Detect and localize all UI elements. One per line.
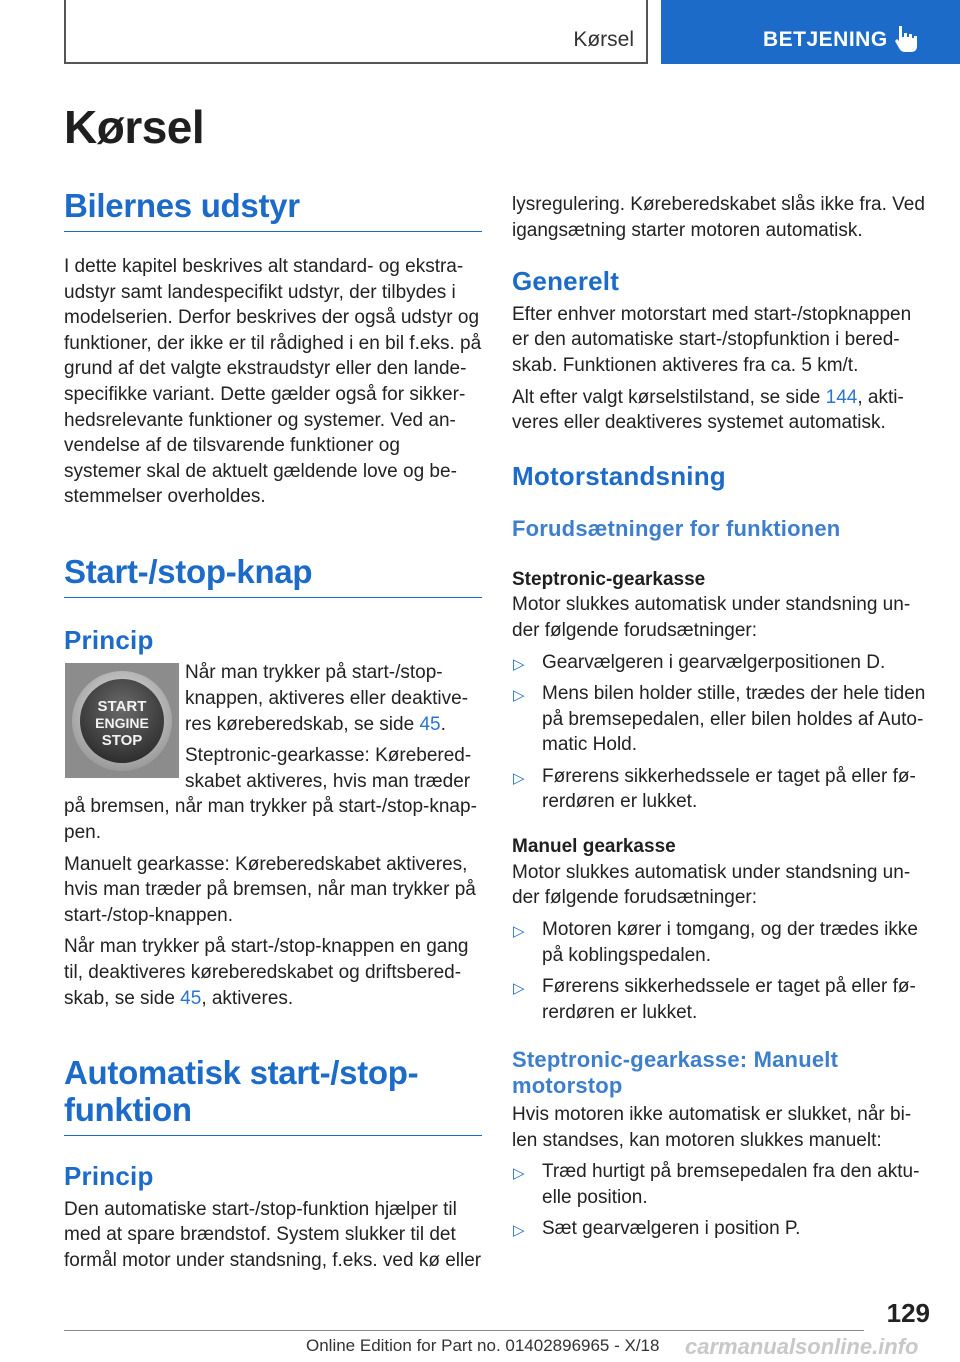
page-reference-link[interactable]: 45 — [180, 987, 202, 1009]
princip-1-block — [64, 660, 482, 845]
paragraph-princip-1a: Når man trykker på start-/stop-knappen, aktiveres eller deaktiveres køreberedskab, se side 45. — [185, 662, 469, 735]
header-section: BETJENING — [763, 28, 888, 51]
header-chapter-box — [64, 0, 648, 64]
triangle-bullet-icon: ▷ — [513, 922, 525, 940]
paragraph-continued: lysregulering. Køreberedskabet slås ikke fra. Ved igangsætning starter motoren automatisk. — [512, 194, 925, 241]
list-manuelt-motorstop — [512, 1159, 930, 1242]
start-stop-button-image — [65, 663, 179, 778]
left-column — [64, 188, 482, 1273]
heading-auto-start-stop: Automatisk start-/stop-funktion — [64, 1055, 482, 1136]
heading-start-stop: Start-/stop-knap — [64, 554, 482, 598]
paragraph-steptronic: Motor slukkes automatisk under standsning under følgende forudsætninger: — [512, 594, 911, 641]
page-reference-link[interactable]: 45 — [419, 713, 441, 735]
heading-manuelt-motorstop: Steptronic-gearkasse: Manuelt motorstop — [512, 1047, 839, 1098]
list-item: ▷ Mens bilen holder stille, trædes der hele tiden på bremsepedalen, eller bilen holdes af Automatic Hold. — [513, 683, 926, 756]
heading-princip-2: Princip — [64, 1161, 154, 1192]
button-label-engine: ENGINE — [95, 714, 149, 731]
heading-manuel-gearkasse: Manuel gearkasse — [512, 836, 676, 858]
header-section-tab — [661, 0, 960, 64]
list-item: ▷ Førerens sikkerhedssele er taget på eller førerdøren er lukket. — [513, 765, 916, 813]
heading-princip-1: Princip — [64, 624, 154, 655]
list-item: ▷ Gearvælgeren i gearvælgerpositionen D. — [512, 650, 930, 676]
header-chapter: Kørsel — [573, 28, 634, 51]
list-item: ▷ Motoren kører i tomgang, og der trædes ikke på koblingspedalen. — [513, 918, 918, 966]
triangle-bullet-icon: ▷ — [513, 655, 525, 673]
watermark: carmanualsonline.info — [685, 1334, 919, 1359]
triangle-bullet-icon: ▷ — [513, 687, 525, 705]
triangle-bullet-icon: ▷ — [513, 1165, 525, 1183]
page-number: 129 — [886, 1298, 930, 1328]
button-label-start: START — [97, 697, 147, 715]
paragraph-generelt-2: Alt efter valgt kørselstilstand, se side 144, aktiveres eller deaktiveres systemet automatisk. — [512, 386, 904, 434]
page-title: Kørsel — [64, 101, 205, 153]
paragraph-princip-1d: Når man trykker på start-/stop-knappen en gang til, deaktiveres køreberedskabet og driftsberedskab, se side 45, aktiveres. — [64, 936, 469, 1009]
list-manuel — [512, 917, 930, 1025]
paragraph-princip-1b: Steptronic-gearkasse: Køreberedskabet aktiveres, hvis man træder på bremsen, når man trykker på start-/stop-knappen. — [64, 745, 477, 843]
triangle-bullet-icon: ▷ — [513, 980, 525, 998]
heading-generelt: Generelt — [512, 266, 620, 297]
list-steptronic — [512, 650, 930, 816]
pointing-hand-icon — [893, 24, 919, 54]
triangle-bullet-icon: ▷ — [513, 769, 525, 787]
paragraph-princip-2: Den automatiske start-/stop-funktion hjælper til med at spare brændstof. System slukker til det formål motor under standsning, f.eks. ved kø eller — [64, 1198, 482, 1271]
paragraph-princip-1c: Manuelt gearkasse: Køreberedskabet aktiveres, hvis man træder på bremsen, når man trykker på start-/stop-knappen. — [64, 853, 476, 926]
paragraph-manuelt-motorstop: Hvis motoren ikke automatisk er slukket, når bilen standses, kan motoren slukkes manuelt: — [512, 1103, 912, 1151]
right-column — [512, 192, 930, 1242]
paragraph-manuel: Motor slukkes automatisk under standsning under følgende forudsætninger: — [512, 861, 911, 909]
start-engine-stop-button-icon — [68, 667, 176, 775]
paragraph-generelt-1: Efter enhver motorstart med start-/stopknappen er den automatiske start-/stopfunktion i beredskab. Funktionen aktiveres fra ca. 5 km/t. — [512, 303, 912, 376]
heading-forudsaetninger: Forudsætninger for funktionen — [512, 516, 841, 542]
heading-motorstandsning: Motorstandsning — [512, 460, 726, 491]
list-item: ▷ Førerens sikkerhedssele er taget på eller førerdøren er lukket. — [513, 976, 916, 1023]
list-item: ▷ Sæt gearvælgeren i position P. — [512, 1216, 930, 1242]
triangle-bullet-icon: ▷ — [513, 1222, 525, 1240]
page-reference-link[interactable]: 144 — [825, 386, 858, 408]
list-item: ▷ Træd hurtigt på bremsepedalen fra den aktuelle position. — [513, 1161, 920, 1208]
footer-edition: Online Edition for Part no. 01402896965 - X/18 — [306, 1336, 660, 1355]
button-label-stop: STOP — [101, 731, 143, 749]
footer-divider — [64, 1330, 864, 1331]
heading-steptronic: Steptronic-gearkasse — [512, 568, 706, 590]
heading-udstyr: Bilernes udstyr — [64, 188, 482, 232]
paragraph-udstyr: I dette kapitel beskrives alt standard- og ekstraudstyr samt landespecifikt udstyr, der tilbydes i modelserien. Derfor beskrives der også udstyr og funktioner, der ikke er til rådighed i en bil f.eks. på grund af det valgte ekstraudstyr eller den landespecifikke variant. Dette gælder også for sikkerhedsrelevante funktioner og systemer. Ved anvendelse af de tilsvarende funktioner og systemer skal de aktuelt gældende love og bestemmelser overholdes. — [64, 255, 482, 508]
